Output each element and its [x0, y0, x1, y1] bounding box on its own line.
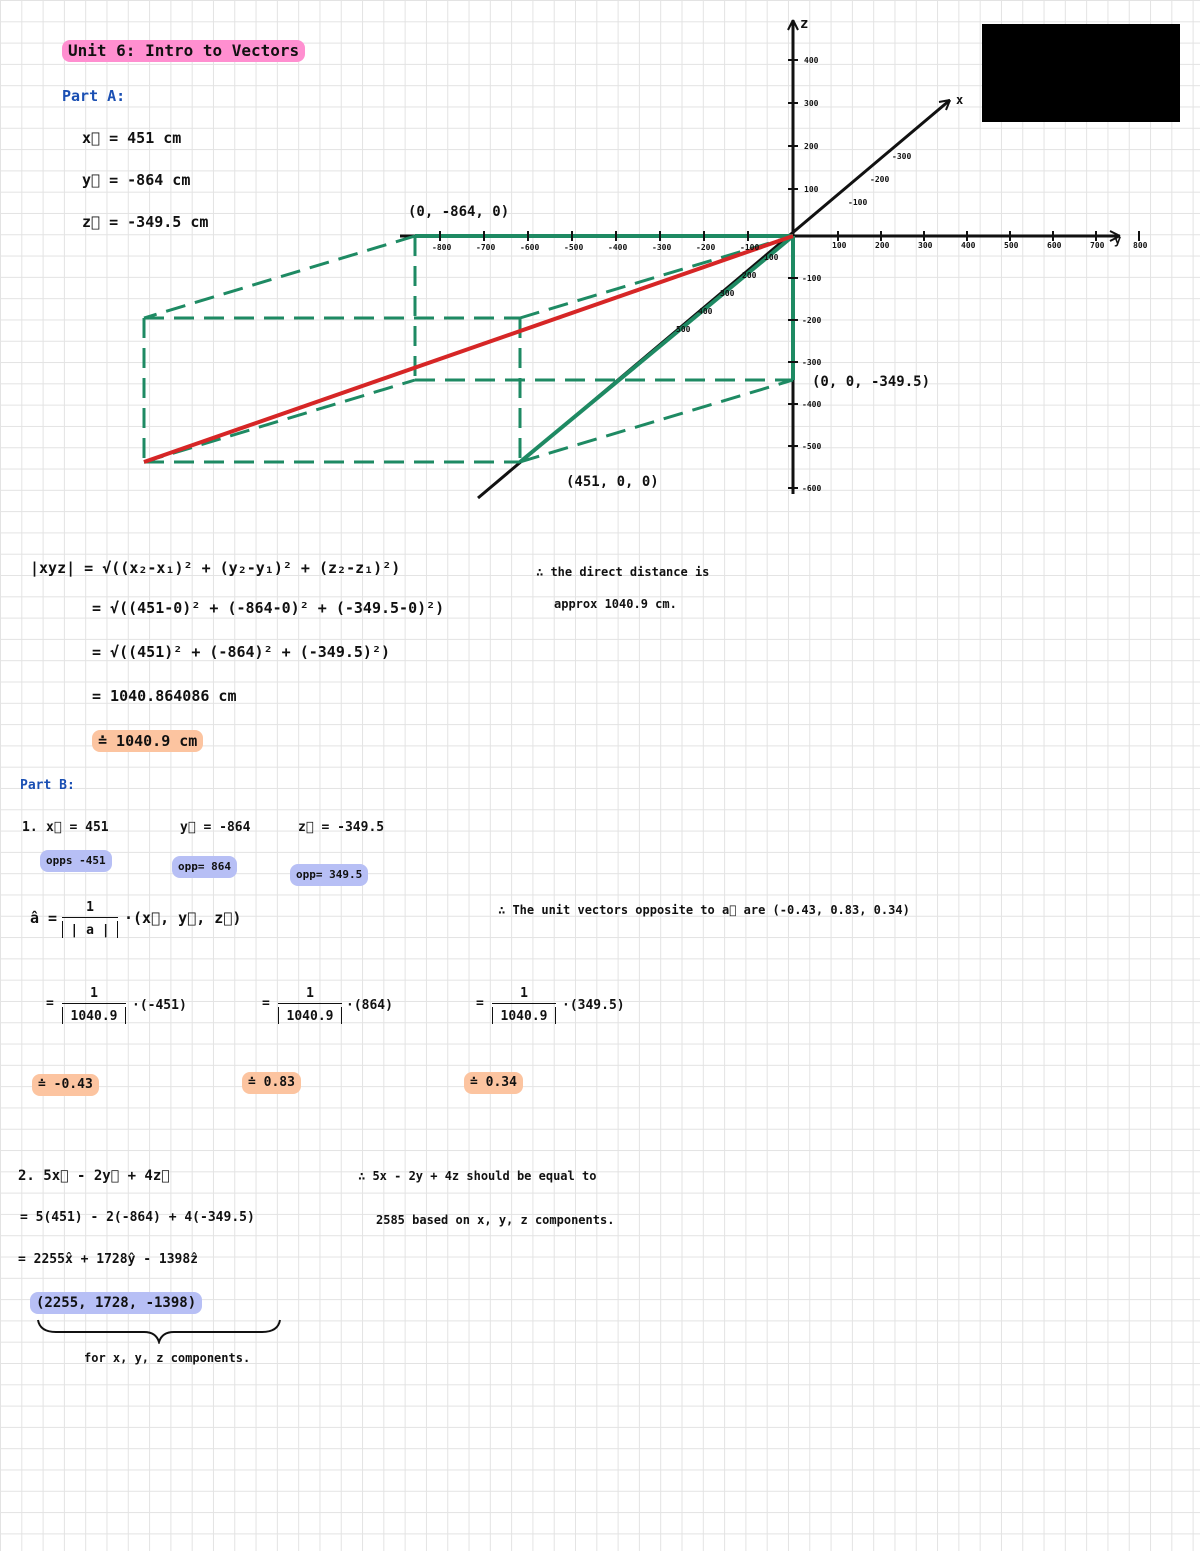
magnitude-answer: ≐ 1040.9 cm: [92, 730, 203, 752]
magnitude-simplified: = √((451)² + (-864)² + (-349.5)²): [92, 643, 391, 661]
y-component: y⃗ = -864 cm: [82, 171, 191, 189]
y-axis-label: y: [1114, 233, 1122, 247]
y-tick-label: 200: [875, 241, 890, 250]
z-tick-label: 400: [804, 56, 819, 65]
z-tick-label: -200: [802, 316, 822, 325]
y-tick-label: 400: [961, 241, 976, 250]
unit-x-answer: ≐ -0.43: [32, 1074, 99, 1096]
x-fraction-den: 1040.9: [62, 1007, 126, 1024]
point-y-label: (0, -864, 0): [408, 204, 510, 220]
page-title: Unit 6: Intro to Vectors: [62, 40, 305, 62]
unit-z-answer: ≐ 0.34: [464, 1072, 523, 1094]
y-tick-label: -400: [608, 243, 628, 252]
x-axis-label: x: [956, 93, 964, 107]
x-tick-label: 500: [676, 325, 691, 334]
z-component: z⃗ = -349.5 cm: [82, 213, 209, 231]
y-fraction: [278, 986, 342, 1027]
q1-z: z⃗ = -349.5: [298, 820, 385, 835]
q1-x: x⃗ = 451: [46, 820, 109, 835]
z-fraction-den: 1040.9: [492, 1007, 556, 1024]
q2-brace-note: for x, y, z components.: [84, 1351, 251, 1365]
y-fraction-den: 1040.9: [278, 1007, 342, 1024]
q2-conclusion-2: 2585 based on x, y, z components.: [376, 1213, 615, 1227]
z-tick-label: -500: [802, 442, 822, 451]
z-axis-label: z: [800, 16, 809, 32]
x-tick-label: 100: [764, 253, 779, 262]
z-fraction-num: 1: [492, 986, 556, 1004]
x-multiplier: ·(-451): [132, 998, 187, 1013]
magnitude-conclusion-2: approx 1040.9 cm.: [554, 597, 677, 611]
y-tick-label: 100: [832, 241, 847, 250]
y-tick-label: 800: [1133, 241, 1148, 250]
z-tick-label: 300: [804, 99, 819, 108]
y-tick-label: 600: [1047, 241, 1062, 250]
dashed-x-to-z: [520, 380, 793, 462]
unit-vector-conclusion: ∴ The unit vectors opposite to a⃗ are (-0.43, 0.83, 0.34): [498, 903, 910, 917]
x-component-vector: [520, 236, 793, 462]
q1-number: 1.: [22, 820, 38, 835]
redaction-block: [982, 24, 1180, 122]
opposite-y: opp= 864: [172, 856, 237, 878]
y-tick-label: -700: [476, 243, 496, 252]
y-tick-label: -200: [696, 243, 716, 252]
point-x-label: (451, 0, 0): [566, 474, 659, 490]
x-tick-label: 200: [742, 271, 757, 280]
part-b-heading: Part B:: [20, 778, 75, 793]
x-tick-label: -300: [892, 152, 912, 161]
x-component: x⃗ = 451 cm: [82, 129, 182, 147]
x-fraction: [62, 986, 126, 1027]
z-tick-label: -400: [802, 400, 822, 409]
y-multiplier: ·(864): [346, 998, 393, 1013]
part-a-heading: Part A:: [62, 87, 126, 105]
unit-vector-fraction: [62, 900, 118, 941]
x-tick-label: -200: [870, 175, 890, 184]
dashed-top-left: [144, 236, 415, 318]
y-tick-label: -800: [432, 243, 452, 252]
y-tick-label: -100: [740, 243, 760, 252]
z-tick-label: -100: [802, 274, 822, 283]
magnitude-result: = 1040.864086 cm: [92, 687, 237, 705]
z-tick-label: -300: [802, 358, 822, 367]
unit-y-answer: ≐ 0.83: [242, 1072, 301, 1094]
opposite-x: opps -451: [40, 850, 112, 872]
x-tick-label: 400: [698, 307, 713, 316]
fraction-denominator: | a |: [62, 921, 118, 938]
x-tick-label: -100: [848, 198, 868, 207]
q1-y: y⃗ = -864: [180, 820, 251, 835]
y-tick-label: -600: [520, 243, 540, 252]
y-tick-label: 700: [1090, 241, 1105, 250]
magnitude-substitution: = √((451-0)² + (-864-0)² + (-349.5-0)²): [92, 599, 445, 617]
y-tick-label: -500: [564, 243, 584, 252]
component-vectors: [144, 236, 793, 462]
z-fraction: [492, 986, 556, 1027]
z-tick-label: -600: [802, 484, 822, 493]
unit-vector-rhs: ·(x⃗, y⃗, z⃗): [124, 909, 242, 927]
resultant-vector: [144, 236, 793, 462]
y-tick-label: 300: [918, 241, 933, 250]
magnitude-conclusion-1: ∴ the direct distance is: [536, 565, 710, 579]
y-tick-label: -300: [652, 243, 672, 252]
z-multiplier: ·(349.5): [562, 998, 625, 1013]
curly-brace: [36, 1318, 282, 1344]
y-tick-label: 500: [1004, 241, 1019, 250]
z-tick-label: 200: [804, 142, 819, 151]
x-tick-label: 300: [720, 289, 735, 298]
q2-conclusion-1: ∴ 5x - 2y + 4z should be equal to: [358, 1169, 597, 1183]
q2-answer: (2255, 1728, -1398): [30, 1292, 202, 1314]
magnitude-formula: |xyz| = √((x₂-x₁)² + (y₂-y₁)² + (z₂-z₁)²): [30, 559, 401, 577]
q2-simplified: = 2255x̂ + 1728ŷ - 1398ẑ: [18, 1252, 199, 1267]
unit-vector-lhs: â =: [30, 909, 58, 927]
y-fraction-num: 1: [278, 986, 342, 1004]
q2-expression: 2. 5x⃗ - 2y⃗ + 4z⃗: [18, 1168, 170, 1184]
point-z-label: (0, 0, -349.5): [812, 374, 931, 390]
z-tick-label: 100: [804, 185, 819, 194]
q2-substitution: = 5(451) - 2(-864) + 4(-349.5): [20, 1210, 255, 1225]
fraction-numerator: 1: [62, 900, 118, 918]
opposite-z: opp= 349.5: [290, 864, 368, 886]
x-fraction-num: 1: [62, 986, 126, 1004]
